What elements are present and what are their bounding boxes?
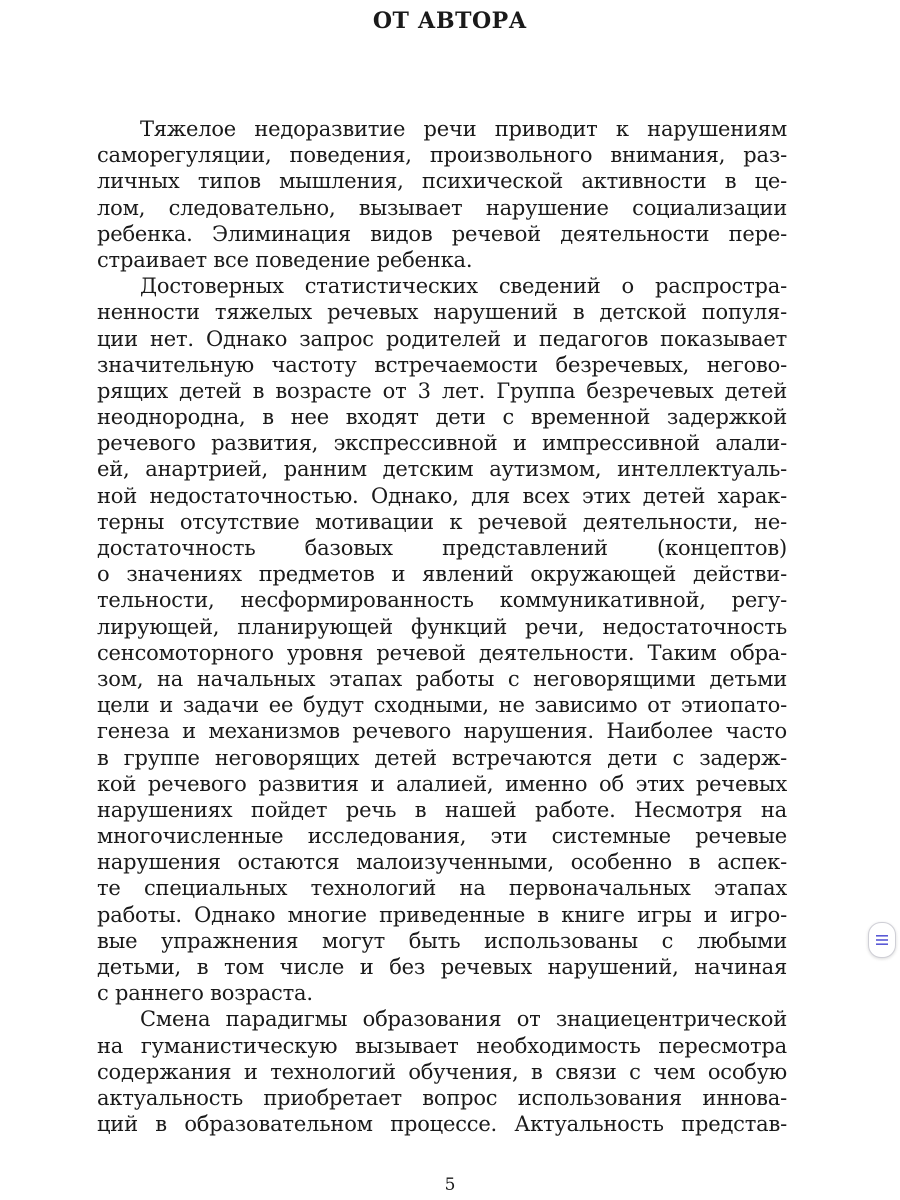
text-line: генеза и механизмов речевого нарушения. Наиболее часто [97, 719, 787, 744]
list-icon [876, 935, 888, 945]
text-line: ей, анартрией, ранним детским аутизмом, интеллектуаль- [97, 457, 787, 482]
text-line: тельности, несформированность коммуникативной, регу- [97, 588, 787, 613]
text-line: в группе неговорящих детей встречаются дети с задерж- [97, 745, 787, 770]
text-line: значительную частоту встречаемости безречевых, негово- [97, 352, 787, 377]
paragraph-3 [97, 1006, 787, 1137]
text-line: зом, на начальных этапах работы с неговорящими детьми [97, 666, 787, 691]
text-line: неоднородна, в нее входят дети с временной задержкой [97, 405, 787, 430]
text-line: нарушения остаются малоизученными, особенно в аспек- [97, 850, 787, 875]
table-of-contents-button[interactable] [868, 922, 896, 958]
text-line: саморегуляции, поведения, произвольного внимания, раз- [97, 143, 787, 168]
text-line: ребенка. Элиминация видов речевой деятельности пере- [97, 221, 787, 246]
text-line: детьми, в том числе и без речевых нарушений, начиная [97, 955, 787, 979]
text-line: на гуманистическую вызывает необходимость пересмотра [97, 1033, 787, 1058]
text-line: сенсомоторного уровня речевой деятельности. Таким обра- [97, 640, 787, 665]
body-text [97, 116, 787, 1137]
text-line: достаточность базовых представлений (концептов) [97, 536, 787, 560]
text-line: речевого развития, экспрессивной и импрессивной алали- [97, 431, 787, 456]
text-line: лом, следовательно, вызывает нарушение социализации [97, 195, 787, 220]
text-line: нарушениях пойдет речь в нашей работе. Несмотря на [97, 797, 787, 822]
text-line: с раннего возраста. [97, 981, 313, 1006]
text-line: личных типов мышления, психической активности в це- [97, 169, 787, 194]
text-line: работы. Однако многие приведенные в книге игры и игро- [97, 902, 787, 927]
text-line: Достоверных статистических сведений о распростра- [140, 274, 787, 299]
page-number: 5 [444, 1175, 456, 1195]
text-line: рящих детей в возрасте от 3 лет. Группа безречевых детей [97, 378, 787, 403]
text-line: вые упражнения могут быть использованы с любыми [97, 928, 787, 953]
text-line: терны отсутствие мотивации к речевой деятельности, не- [97, 509, 787, 534]
page-title: ОТ АВТОРА [372, 8, 528, 34]
text-line: ной недостаточностью. Однако, для всех этих детей харак- [97, 483, 787, 508]
text-line: Смена парадигмы образования от знациецентрической [140, 1007, 787, 1032]
text-line: страивает все поведение ребенка. [97, 247, 473, 272]
text-line: Тяжелое недоразвитие речи приводит к нарушениям [140, 117, 787, 141]
text-line: цели и задачи ее будут сходными, не зависимо от этиопато- [97, 693, 787, 718]
text-line: ций в образовательном процессе. Актуальность представ- [97, 1112, 787, 1137]
text-line: о значениях предметов и явлений окружающей действи- [97, 562, 787, 587]
text-line: ции нет. Однако запрос родителей и педагогов показывает [97, 326, 787, 351]
paragraph-2 [97, 273, 787, 1006]
text-line: многочисленные исследования, эти системные речевые [97, 824, 787, 849]
text-line: актуальность приобретает вопрос использования иннова- [97, 1085, 787, 1110]
paragraph-1 [97, 116, 787, 273]
text-line: ненности тяжелых речевых нарушений в детской популя- [97, 300, 787, 325]
text-line: лирующей, планирующей функций речи, недостаточность [97, 614, 787, 639]
text-line: кой речевого развития и алалией, именно об этих речевых [97, 771, 787, 796]
text-line: содержания и технологий обучения, в связи с чем особую [97, 1059, 787, 1084]
text-line: те специальных технологий на первоначальных этапах [97, 876, 787, 901]
